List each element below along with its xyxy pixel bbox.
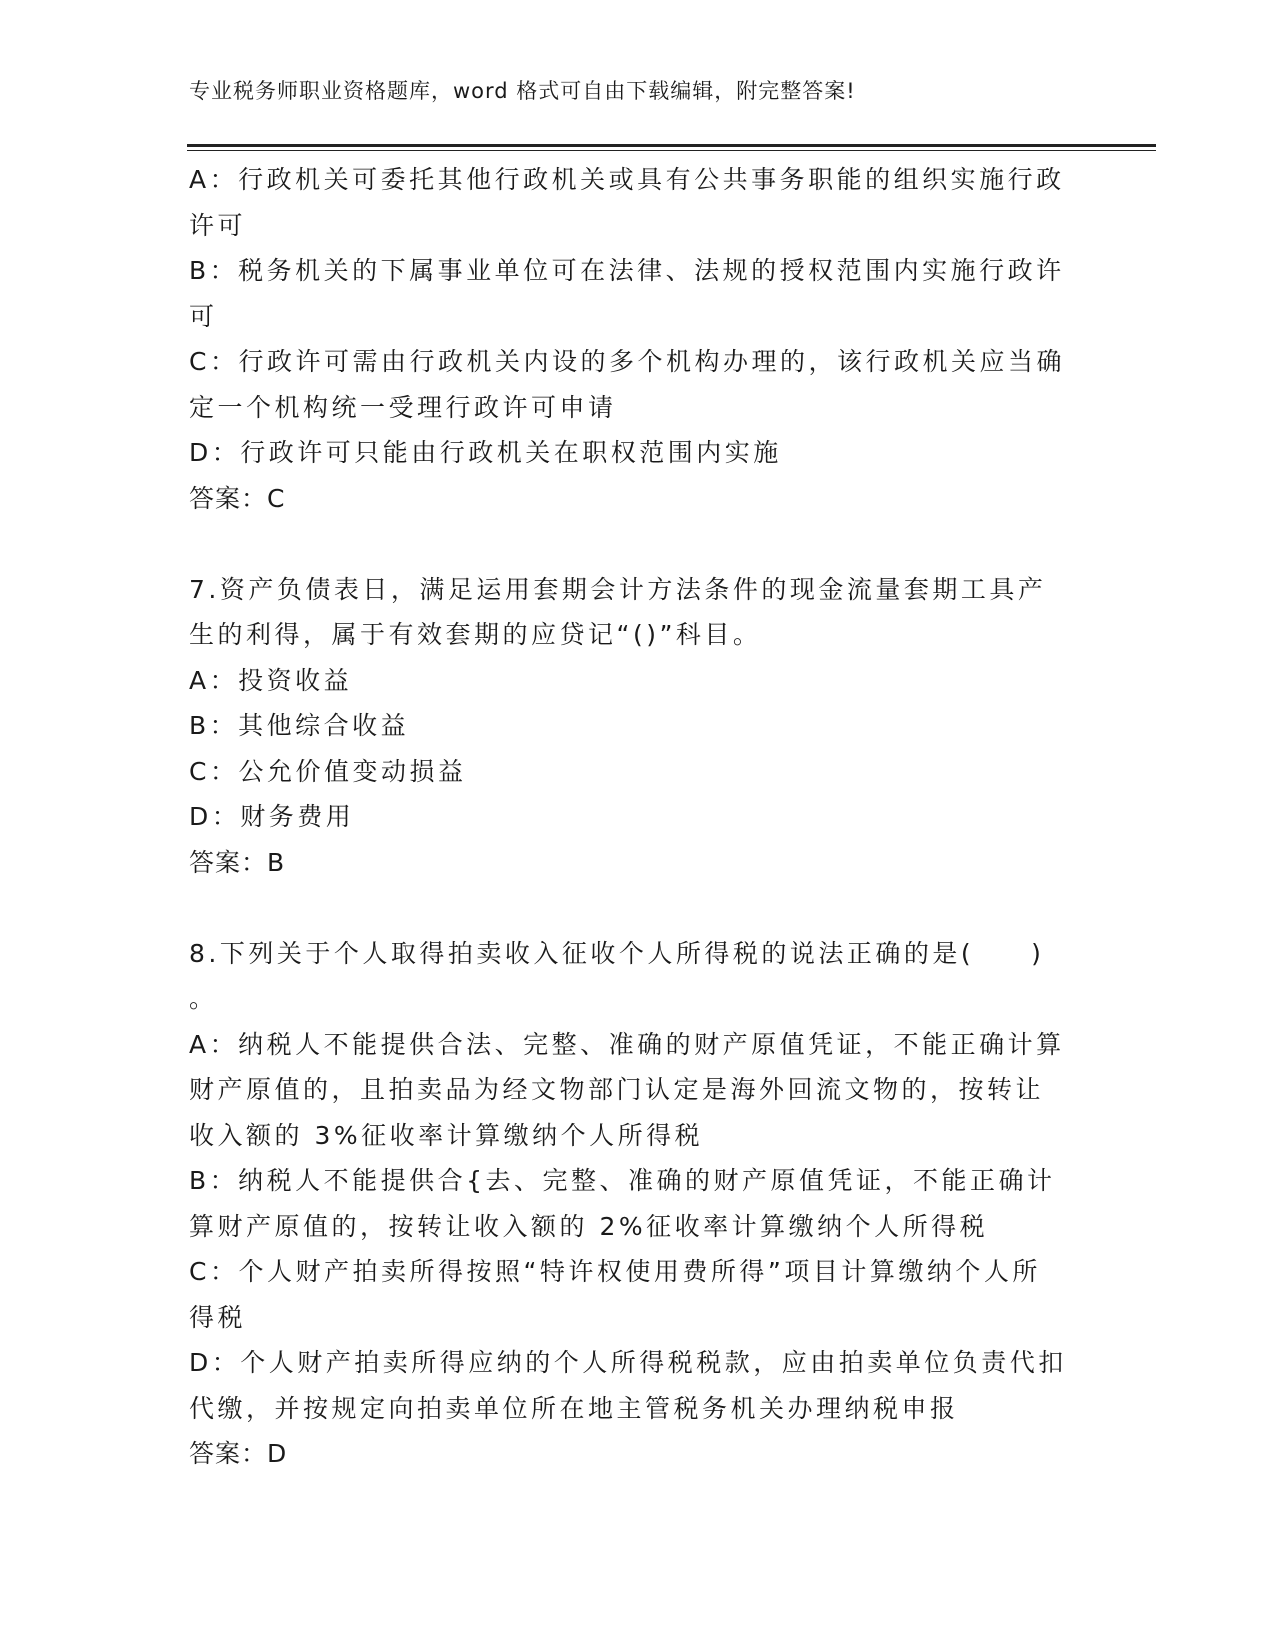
q8-option-b-line-1: B：纳税人不能提供合{去、完整、准确的财产原值凭证，不能正确计 [189, 1166, 1056, 1195]
q8-option-a-line-1: A：纳税人不能提供合法、完整、准确的财产原值凭证，不能正确计算 [189, 1029, 1065, 1059]
question-8 [189, 931, 1069, 1477]
question-6 [189, 157, 1069, 521]
q8-option-c-line-2: 得税 [189, 1302, 247, 1332]
q8-option-a-line-2: 财产原值的，且拍卖品为经文物部门认定是海外回流文物的，按转让 [189, 1075, 1045, 1104]
q6-option-c-line-1: C：行政许可需由行政机关内设的多个机构办理的，该行政机关应当确 [189, 347, 1065, 376]
q6-option-b-line-2: 可 [189, 301, 218, 331]
q6-option-b-line-1: B：税务机关的下属事业单位可在法律、法规的授权范围内实施行政许 [189, 256, 1065, 285]
q7-option-b: B：其他综合收益 [189, 711, 410, 740]
q8-option-a-line-3: 收入额的 3%征收率计算缴纳个人所得税 [189, 1120, 704, 1150]
q7-answer: 答案：B [189, 847, 286, 877]
q8-option-d-line-1: D：个人财产拍卖所得应纳的个人所得税税款，应由拍卖单位负责代扣 [189, 1348, 1067, 1377]
document-body [189, 157, 1069, 1477]
q8-option-c-line-1: C：个人财产拍卖所得按照“特许权使用费所得”项目计算缴纳个人所 [189, 1257, 1041, 1286]
q8-option-d-line-2: 代缴，并按规定向拍卖单位所在地主管税务机关办理纳税申报 [189, 1393, 959, 1423]
q7-stem-line-1: 7.资产负债表日，满足运用套期会计方法条件的现金流量套期工具产 [189, 574, 1047, 604]
header-divider [187, 144, 1156, 151]
q8-stem-line-2: 。 [189, 984, 218, 1013]
spacer [189, 885, 1069, 931]
q6-option-c-line-2: 定一个机构统一受理行政许可申请 [189, 392, 617, 422]
question-7 [189, 567, 1069, 886]
q6-option-a-line-2: 许可 [189, 210, 247, 240]
spacer [189, 521, 1069, 567]
q7-option-d: D：财务费用 [189, 802, 355, 831]
q6-answer: 答案：C [189, 483, 286, 513]
q7-stem-line-2: 生的利得，属于有效套期的应贷记“()”科目。 [189, 620, 762, 649]
q7-option-c: C：公允价值变动损益 [189, 756, 467, 786]
q6-option-d: D：行政许可只能由行政机关在职权范围内实施 [189, 438, 782, 467]
q6-option-a-line-1: A：行政机关可委托其他行政机关或具有公共事务职能的组织实施行政 [189, 165, 1065, 194]
q8-option-b-line-2: 算财产原值的，按转让收入额的 2%征收率计算缴纳个人所得税 [189, 1211, 989, 1241]
q7-option-a: A：投资收益 [189, 665, 353, 695]
q8-stem-line-1: 8.下列关于个人取得拍卖收入征收个人所得税的说法正确的是( ) [189, 938, 1045, 968]
q8-answer: 答案：D [189, 1439, 288, 1468]
page-header: 专业税务师职业资格题库，word 格式可自由下载编辑，附完整答案! [189, 79, 856, 103]
